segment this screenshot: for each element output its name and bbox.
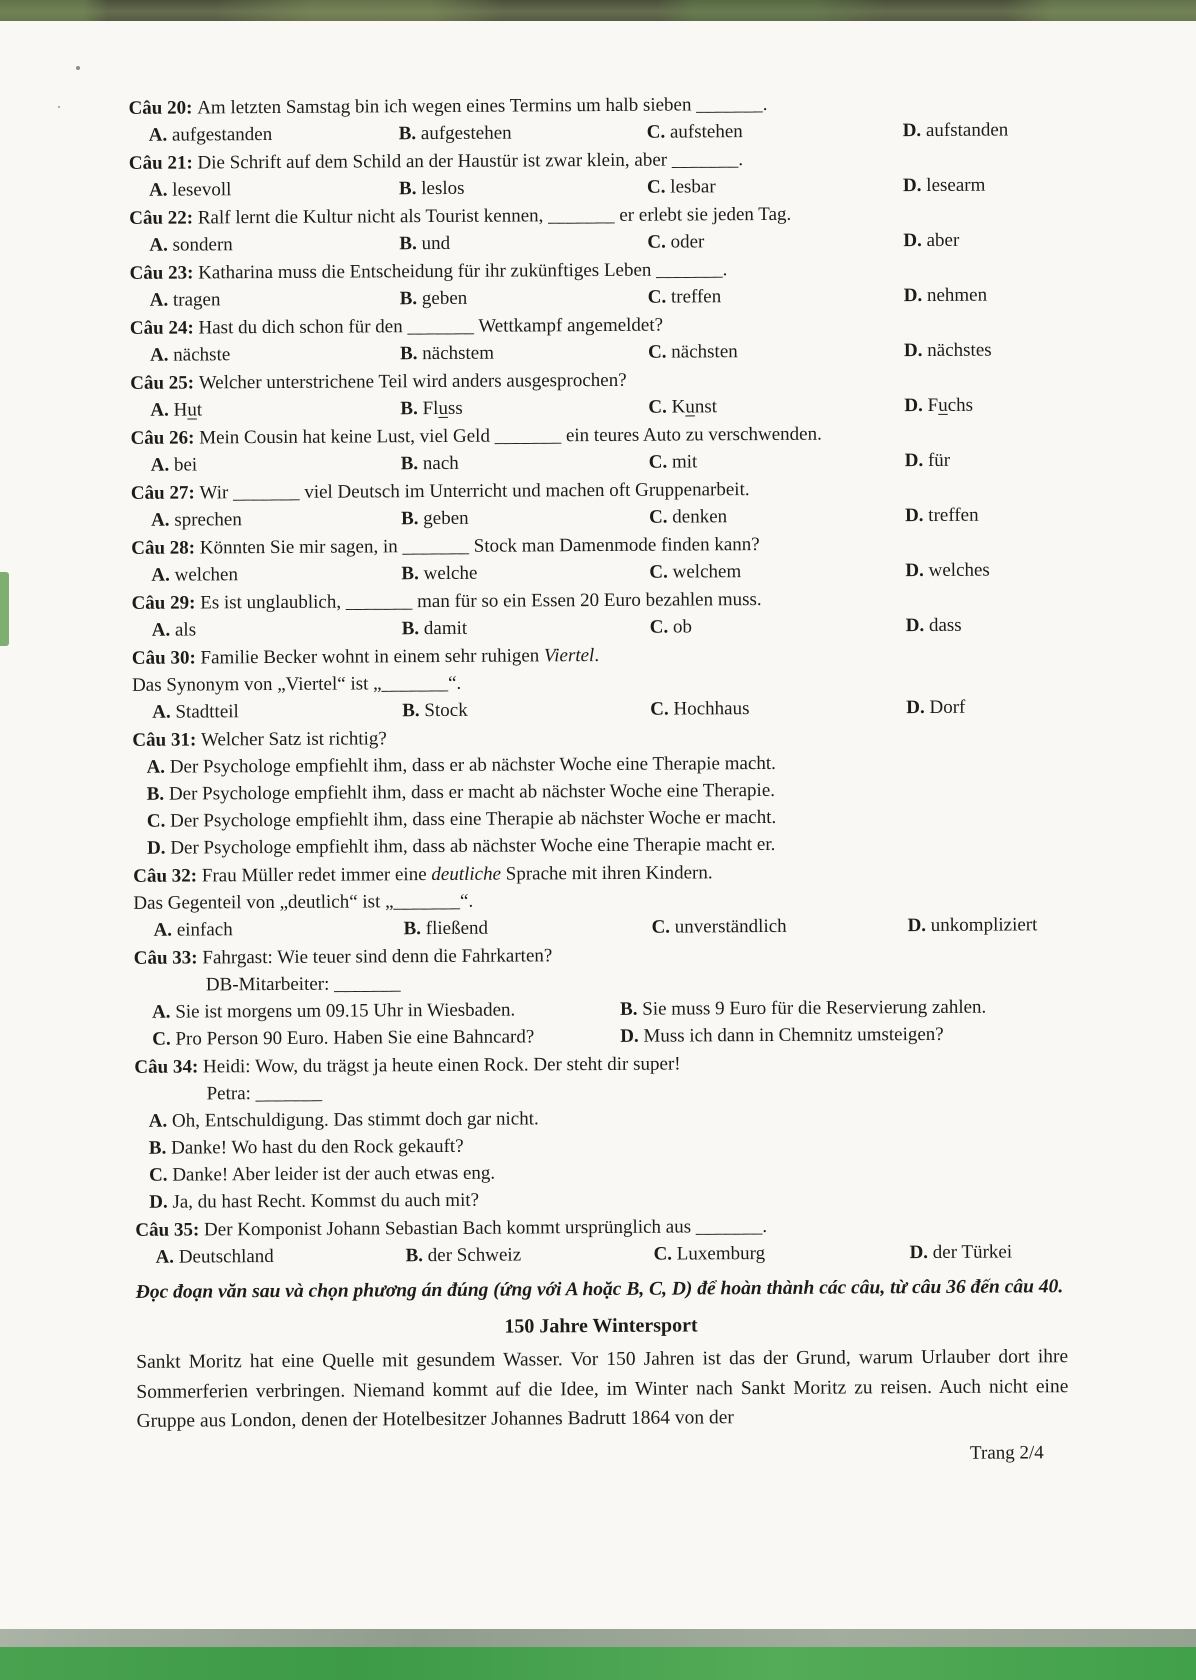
option-letter: C. — [647, 286, 671, 308]
option-letter: D. — [620, 1025, 644, 1047]
text-segment: Fl — [422, 397, 439, 420]
question-26 — [130, 419, 1062, 479]
option-b — [401, 449, 649, 478]
option-letter: A. — [150, 509, 175, 531]
text-segment: Hast du dich schon für den _______ Wettkampf angemeldet? — [198, 314, 664, 339]
option-text: Oh, Entschuldigung. Das stimmt doch gar nicht. — [171, 1108, 539, 1132]
option-letter: D. — [904, 394, 928, 417]
question-27 — [131, 474, 1063, 534]
answer-options — [130, 281, 1062, 314]
option-b — [400, 394, 648, 423]
option-letter: D. — [905, 614, 930, 637]
option-letter: D. — [902, 174, 927, 197]
text-segment: Sprache mit ihren Kindern. — [500, 862, 713, 885]
text-segment: Das Synonym von „Viertel“ ist „_______“. — [131, 672, 462, 696]
text-segment: Heidi: Wow, du trägst ja heute einen Rock. Der steht dir super! — [202, 1053, 681, 1078]
option-letter: A. — [151, 619, 176, 641]
passage-title: 150 Jahre Wintersport — [504, 1314, 698, 1338]
option-c — [649, 447, 905, 476]
option-text: dass — [928, 614, 962, 636]
answer-options — [135, 1238, 1067, 1271]
text-segment: Fahrgast: Wie teuer sind denn die Fahrkarten? — [202, 945, 553, 969]
option-text: nehmen — [926, 284, 988, 306]
question-number: Câu 20: — [128, 97, 198, 119]
text-segment: Mein Cousin hat keine Lust, viel Geld _______ ein teures Auto zu verschwenden. — [199, 423, 822, 449]
question-number: Câu 34: — [134, 1056, 204, 1078]
reading-instruction: Đọc đoạn văn sau và chọn phương án đúng (ứng với A hoặc B, C, D) để hoàn thành các câu, từ câu 36 đến câu 40. — [135, 1276, 1064, 1303]
answer-options — [132, 693, 1064, 726]
question-number: Câu 26: — [130, 427, 200, 449]
option-letter: B. — [148, 1137, 172, 1159]
option-letter: D. — [904, 504, 929, 527]
text-segment: Familie Becker wohnt in einem sehr ruhigen — [200, 645, 545, 669]
option-b — [399, 229, 647, 258]
option-letter: A. — [150, 399, 174, 421]
option-c — [651, 912, 907, 941]
option-text: aufstehen — [669, 121, 743, 143]
question-25 — [130, 364, 1062, 424]
option-text: welche — [423, 562, 478, 585]
option-a — [155, 1242, 405, 1271]
text-segment: K — [671, 396, 686, 418]
option-text: Danke! Aber leider ist der auch etwas eng. — [172, 1162, 496, 1186]
option-text: tragen — [172, 289, 221, 311]
option-letter: D. — [146, 837, 171, 859]
option-text: Sie muss 9 Euro für die Reservierung zahlen. — [642, 996, 987, 1020]
question-35 — [135, 1211, 1067, 1271]
option-text: oder — [670, 231, 705, 253]
option-text: Ja, du hast Recht. Kommst du auch mit? — [172, 1189, 480, 1213]
option-text: Luxemburg — [676, 1243, 766, 1265]
option-text: welches — [928, 559, 990, 581]
option-a — [151, 450, 401, 479]
option-letter: A. — [149, 289, 174, 311]
option-c — [647, 227, 903, 256]
option-text: Stadtteil — [175, 701, 239, 723]
option-text: geben — [421, 287, 468, 310]
option-d — [903, 116, 1061, 144]
text-segment: Am letzten Samstag bin ich wegen eines Termins um halb sieben _______. — [197, 93, 768, 119]
option-d — [620, 1020, 1066, 1050]
option-letter: D. — [149, 1191, 173, 1213]
option-d — [147, 829, 1065, 862]
question-23 — [129, 254, 1061, 314]
text-segment: u — [685, 396, 695, 418]
option-text: geben — [423, 507, 469, 530]
option-text: nach — [422, 452, 459, 475]
scanner-edge-bottom-gray — [0, 1629, 1196, 1647]
option-letter: C. — [146, 810, 171, 832]
option-letter: B. — [403, 918, 426, 940]
option-d — [904, 336, 1062, 364]
option-letter: A. — [155, 1246, 179, 1268]
scanner-edge-bottom-green — [0, 1647, 1196, 1680]
option-text: aufgestanden — [171, 123, 273, 146]
option-c — [648, 337, 904, 366]
text-segment: Katharina muss die Entscheidung für ihr zukünftiges Leben _______. — [198, 259, 728, 284]
option-text: der Türkei — [932, 1241, 1013, 1263]
option-text: ob — [672, 616, 693, 638]
option-letter: B. — [401, 563, 424, 585]
answer-options — [131, 446, 1063, 479]
option-letter: A. — [148, 179, 173, 201]
option-text: Der Psychologe empfiehlt ihm, dass er macht ab nächster Woche eine Therapie. — [168, 779, 776, 805]
question-20 — [128, 89, 1060, 149]
question-28 — [131, 529, 1063, 589]
option-letter: C. — [649, 616, 674, 638]
text-segment: Der Komponist Johann Sebastian Bach kommt ursprünglich aus _______. — [203, 1215, 768, 1241]
question-number: Câu 21: — [128, 152, 198, 174]
option-text: Muss ich dann in Chemnitz umsteigen? — [643, 1023, 944, 1047]
text-segment: Es ist unglaublich, _______ man für so ein Essen 20 Euro bezahlen muss. — [200, 589, 762, 614]
option-text: Stock — [424, 699, 468, 722]
option-letter: B. — [146, 783, 169, 805]
question-number: Câu 33: — [133, 947, 203, 969]
answer-options — [130, 391, 1062, 424]
question-list — [128, 89, 1067, 1271]
option-text: Pro Person 90 Euro. Haben Sie eine Bahncard? — [175, 1026, 535, 1050]
text-segment: Welcher unterstrichene Teil wird anders ausgesprochen? — [198, 369, 627, 394]
question-number: Câu 24: — [129, 317, 199, 339]
option-d — [905, 501, 1063, 529]
option-letter: C. — [647, 231, 671, 253]
text-segment: u — [938, 394, 948, 416]
option-c — [648, 282, 904, 311]
option-letter: C. — [649, 561, 673, 583]
option-c — [653, 1239, 909, 1268]
option-letter: D. — [904, 449, 928, 472]
answer-options — [133, 911, 1065, 944]
option-a — [150, 285, 400, 314]
option-letter: A. — [151, 564, 175, 586]
option-d — [903, 171, 1061, 199]
text-segment: nst — [694, 396, 718, 418]
option-letter: C. — [653, 1243, 677, 1265]
option-text: unkompliziert — [930, 914, 1038, 936]
option-c — [647, 117, 903, 146]
option-letter: A. — [148, 1110, 173, 1132]
option-a — [152, 615, 402, 644]
option-letter: C. — [648, 506, 673, 528]
option-letter: B. — [399, 343, 423, 365]
question-34 — [134, 1048, 1067, 1216]
option-text: treffen — [928, 504, 979, 526]
answer-options — [131, 501, 1063, 534]
option-b — [403, 914, 651, 943]
option-letter: D. — [903, 339, 928, 362]
answer-options — [129, 116, 1061, 149]
option-text: fließend — [425, 917, 489, 940]
option-text: einfach — [176, 919, 233, 941]
option-text: lesevoll — [172, 179, 232, 201]
question-number: Câu 28: — [131, 537, 200, 559]
option-b — [401, 559, 649, 588]
question-32 — [133, 857, 1065, 944]
option-b — [400, 284, 648, 313]
page-number: Trang 2/4 — [969, 1441, 1044, 1464]
option-text: Sie ist morgens um 09.15 Uhr in Wiesbaden. — [175, 999, 516, 1023]
option-a — [152, 697, 402, 726]
option-a — [150, 395, 400, 424]
option-letter: C. — [647, 341, 672, 363]
option-d — [149, 1183, 1067, 1216]
question-number: Câu 23: — [129, 262, 199, 284]
option-text: sprechen — [174, 509, 242, 531]
option-letter: A. — [150, 454, 175, 476]
option-a — [149, 120, 399, 149]
option-letter: A. — [152, 701, 176, 723]
option-text: aber — [926, 229, 960, 251]
option-text: bei — [173, 454, 198, 476]
option-b — [405, 1241, 653, 1270]
answer-options — [132, 748, 1065, 862]
question-24 — [130, 309, 1062, 369]
option-text: denken — [672, 506, 728, 528]
text-segment: H — [173, 399, 188, 421]
question-29 — [131, 584, 1063, 644]
option-a — [150, 340, 400, 369]
text-segment: u — [438, 397, 448, 419]
text-segment: Könnten Sie mir sagen, in _______ Stock man Damenmode finden kann? — [199, 534, 760, 559]
option-b — [399, 119, 647, 148]
option-letter: B. — [401, 618, 424, 640]
option-d — [909, 1238, 1067, 1266]
answer-options — [131, 556, 1063, 589]
option-letter: B. — [399, 233, 422, 255]
option-text: nächsten — [671, 341, 738, 363]
option-letter: C. — [648, 396, 672, 418]
question-number: Câu 29: — [131, 592, 201, 614]
text-segment: t — [196, 399, 203, 421]
option-text: als — [174, 619, 197, 641]
option-c — [649, 557, 905, 586]
text-segment: Ralf lernt die Kultur nicht als Tourist kennen, _______ er erlebt sie jeden Tag. — [197, 203, 792, 229]
option-letter: B. — [398, 123, 421, 145]
text-segment: DB-Mitarbeiter: _______ — [205, 973, 401, 996]
option-text: Hochhaus — [673, 698, 750, 720]
question-number: Câu 35: — [135, 1219, 205, 1241]
option-letter: A. — [149, 344, 174, 366]
option-letter: D. — [903, 284, 927, 307]
text-segment: Die Schrift auf dem Schild an der Haustür ist zwar klein, aber _______. — [197, 149, 744, 174]
option-c — [650, 694, 906, 723]
option-letter: C. — [148, 1164, 173, 1186]
option-text: aufgestehen — [420, 122, 512, 145]
question-33 — [134, 939, 1067, 1053]
option-text: Der Psychologe empfiehlt ihm, dass er ab nächster Woche eine Therapie macht. — [169, 752, 776, 778]
option-text: unverständlich — [674, 915, 787, 938]
text-segment: ss — [447, 397, 463, 419]
option-d — [907, 911, 1065, 939]
question-number: Câu 31: — [132, 729, 202, 751]
option-c — [649, 502, 905, 531]
option-letter: A. — [153, 919, 177, 941]
passage-body: Sankt Moritz hat eine Quelle mit gesundem Wasser. Vor 150 Jahren ist das der Grund, warum Urlauber dort ihre Sommerferien verbringen. Niemand kommt auf die Idee, im Winter nach Sankt Moritz zu reisen. Auch nicht eine Gruppe aus London, denen der Hotelbesitzer Johannes Badrutt 1864 von der — [136, 1346, 1069, 1432]
text-segment: chs — [947, 394, 974, 416]
option-a — [151, 505, 401, 534]
option-c — [650, 612, 906, 641]
answer-options — [134, 993, 1066, 1053]
option-text: sondern — [172, 234, 233, 256]
option-a — [151, 560, 401, 589]
option-b — [401, 504, 649, 533]
option-a — [152, 996, 620, 1026]
question-30 — [132, 639, 1064, 726]
question-number: Câu 25: — [130, 372, 199, 394]
text-segment: Viertel — [543, 645, 595, 667]
option-d — [906, 693, 1064, 721]
text-segment: . — [594, 645, 600, 667]
answer-options — [135, 1102, 1068, 1216]
answer-options — [129, 226, 1061, 259]
question-number: Câu 32: — [133, 865, 202, 887]
option-letter: B. — [398, 178, 422, 200]
text-segment: Das Gegenteil von „deutlich“ ist „_______“. — [133, 890, 474, 914]
option-letter: C. — [646, 121, 670, 143]
option-letter: C. — [648, 451, 673, 473]
option-c — [152, 1023, 620, 1053]
answer-options — [130, 336, 1062, 369]
text-segment: Wir _______ viel Deutsch im Unterricht und machen oft Gruppenarbeit. — [199, 479, 750, 504]
option-letter: D. — [907, 914, 931, 937]
option-letter: B. — [402, 700, 425, 722]
option-b — [400, 339, 648, 368]
option-text: welchem — [672, 561, 742, 583]
option-c — [647, 172, 903, 201]
option-text: mit — [671, 451, 698, 473]
option-text: für — [927, 449, 951, 471]
answer-options — [132, 611, 1064, 644]
option-text: leslos — [421, 177, 465, 200]
option-letter: B. — [619, 998, 643, 1020]
page-content — [0, 16, 1196, 1472]
option-text: lesearm — [926, 174, 986, 196]
option-letter: C. — [651, 916, 675, 938]
option-b — [402, 696, 650, 725]
option-letter: D. — [906, 696, 930, 719]
text-segment: F — [927, 394, 939, 416]
question-number: Câu 27: — [130, 482, 200, 504]
option-a — [149, 175, 399, 204]
question-number: Câu 30: — [131, 647, 201, 669]
option-letter: B. — [399, 288, 422, 310]
option-text: lesbar — [670, 176, 716, 198]
option-text: und — [421, 232, 451, 255]
option-text: welchen — [174, 564, 238, 586]
option-d — [903, 226, 1061, 254]
option-letter: C. — [152, 1028, 176, 1050]
option-text: nächstes — [927, 339, 992, 361]
option-text: Dorf — [929, 696, 966, 718]
option-text: damit — [423, 617, 468, 640]
option-d — [905, 556, 1063, 584]
option-a — [153, 915, 403, 944]
option-letter: A. — [149, 234, 173, 256]
text-segment: Frau Müller redet immer eine — [201, 864, 432, 887]
option-letter: A. — [148, 124, 172, 146]
option-text: nächste — [173, 344, 231, 366]
option-letter: D. — [909, 1241, 933, 1264]
option-letter: C. — [646, 176, 671, 198]
text-segment: u — [187, 399, 197, 421]
option-b — [620, 993, 1066, 1023]
option-text: nächstem — [422, 342, 495, 365]
option-letter: D. — [902, 119, 926, 142]
option-letter: B. — [405, 1245, 428, 1267]
option-text: Danke! Wo hast du den Rock gekauft? — [171, 1135, 464, 1159]
text-segment: Petra: _______ — [206, 1082, 323, 1105]
question-21 — [129, 144, 1061, 204]
option-b — [402, 614, 650, 643]
text-segment: deutliche — [431, 863, 502, 886]
option-text: der Schweiz — [427, 1244, 522, 1267]
option-text: Der Psychologe empfiehlt ihm, dass ab nächster Woche eine Therapie macht er. — [170, 833, 776, 859]
option-d — [904, 281, 1062, 309]
option-letter: D. — [905, 559, 929, 582]
option-d — [904, 391, 1062, 419]
option-c — [648, 392, 904, 421]
option-d — [906, 611, 1064, 639]
option-d — [905, 446, 1063, 474]
option-text: treffen — [670, 286, 722, 308]
option-letter: B. — [400, 398, 423, 420]
option-b — [399, 174, 647, 203]
option-a — [149, 230, 399, 259]
option-letter: A. — [151, 1001, 176, 1023]
option-letter: C. — [650, 698, 674, 720]
option-letter: D. — [903, 229, 927, 252]
option-text: Deutschland — [178, 1246, 274, 1268]
option-text: aufstanden — [925, 119, 1009, 141]
option-letter: A. — [146, 756, 170, 778]
option-text: Der Psychologe empfiehlt ihm, dass eine Therapie ab nächster Woche er macht. — [170, 806, 777, 832]
answer-options — [129, 171, 1061, 204]
question-22 — [129, 199, 1061, 259]
question-number: Câu 22: — [129, 207, 198, 229]
option-letter: B. — [400, 453, 423, 475]
text-segment: Welcher Satz ist richtig? — [200, 728, 387, 751]
question-31 — [132, 721, 1065, 862]
option-letter: B. — [400, 508, 424, 530]
